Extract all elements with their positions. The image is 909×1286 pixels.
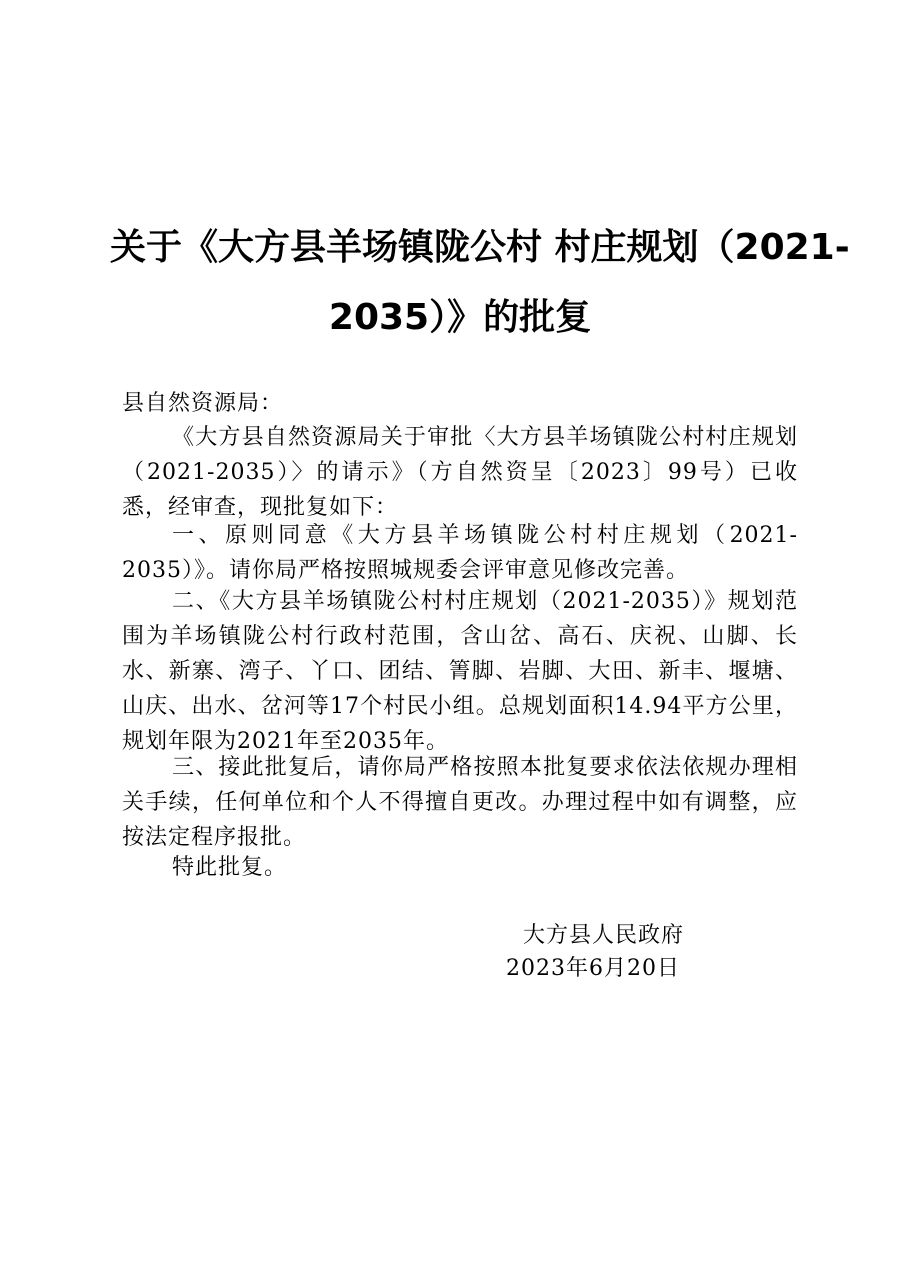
document-title-line1: 关于《大方县羊场镇陇公村 村庄规划（2021- xyxy=(110,227,850,268)
salutation: 县自然资源局： xyxy=(122,391,284,416)
paragraph-item-three: 三、接此批复后，请你局严格按照本批复要求依法依规办理相关手续，任何单位和个人不得擅自更改。办理过程中如有调整，应按法定程序报批。 xyxy=(122,755,798,850)
signature-organization: 大方县人民政府 xyxy=(522,923,684,948)
paragraph-closing: 特此批复。 xyxy=(172,855,288,880)
document-title-line2: 2035）》的批复 xyxy=(328,297,592,338)
paragraph-item-two: 二、《大方县羊场镇陇公村村庄规划（2021-2035）》规划范围为羊场镇陇公村行政村范围，含山岔、高石、庆祝、山脚、长水、新寨、湾子、丫口、团结、箐脚、岩脚、大田、新丰、堰塘、山庆、出水、岔河等17个村民小组。总规划面积14.94平方公里，规划年限为2021年至2035年。 xyxy=(122,589,798,754)
paragraph-item-one: 一、原则同意《大方县羊场镇陇公村村庄规划（2021-2035）》。请你局严格按照城规委会评审意见修改完善。 xyxy=(122,523,798,583)
signature-date: 2023年6月20日 xyxy=(506,956,680,981)
paragraph-request-reference: 《大方县自然资源局关于审批〈大方县羊场镇陇公村村庄规划（2021-2035）〉的请示》（方自然资呈〔2023〕99号）已收悉，经审查，现批复如下： xyxy=(122,425,798,520)
